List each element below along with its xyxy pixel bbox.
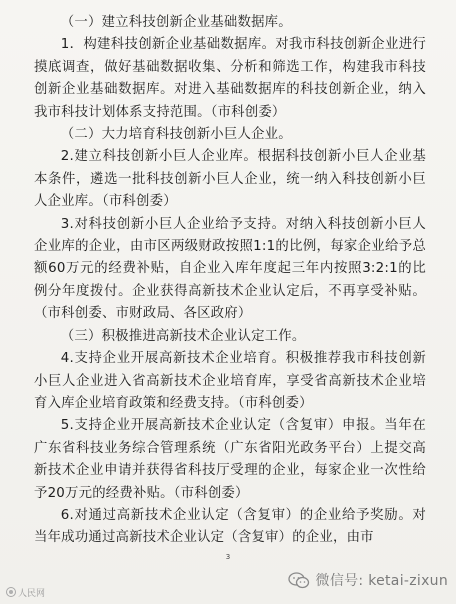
section-heading-3: （三）积极推进高新技术企业认定工作。 <box>60 328 306 344</box>
watermark-right-text: 微信号: ketai-zixun <box>315 573 448 589</box>
section-heading-1: （一）建立科技创新企业基础数据库。 <box>60 15 292 30</box>
paragraph-3: 3.对科技创新小巨人企业给予支持。对纳入科技创新小巨人企业库的企业，由市区两级财政按照1:1的比例，每家企业给予总额60万元的经费补贴，自企业入库年度起三年内按照3:2:1的比例分年度拨付。企业获得高新技术企业认定后，不再享受补贴。（市科创委、市财政局、各区政府） <box>34 216 426 322</box>
people-logo-icon <box>6 587 16 597</box>
paragraph-6: 6.对通过高新技术企业认定（含复审）的企业给予奖励。对当年成功通过高新技术企业认定（含复审）的企业，由市 <box>34 507 426 546</box>
watermark-left <box>6 585 45 599</box>
paragraph-4: 4.支持企业开展高新技术企业培育。积极推荐我市科技创新小巨人企业进入省高新技术企业培育库，享受省高新技术企业培育入库企业培育政策和经费支持。（市科创委） <box>34 351 426 411</box>
wechat-icon <box>288 572 310 589</box>
paragraph-1: 1．构建科技创新企业基础数据库。对我市科技创新企业进行摸底调查，做好基础数据收集、分析和筛选工作，构建我市科技创新企业基础数据库。对进入基础数据库的科技创新企业，纳入我市科技计划体系支持范围。（市科创委） <box>34 37 426 120</box>
paragraph-2: 2.建立科技创新小巨人企业库。根据科技创新小巨人企业基本条件，遴选一批科技创新小巨人企业，统一纳入科技创新小巨人企业库。（市科创委） <box>34 149 426 210</box>
body-text <box>34 12 426 550</box>
section-heading-2: （二）大力培育科技创新小巨人企业。 <box>60 127 292 143</box>
watermark-right <box>288 570 448 590</box>
watermark-left-text: 人民网 <box>18 588 46 599</box>
page-number: 3 <box>225 553 231 561</box>
paragraph-5: 5.支持企业开展高新技术企业认定（含复审）申报。当年在广东省科技业务综合管理系统（广东省阳光政务平台）上提交高新技术企业申请并获得省科技厅受理的企业，每家企业一次性给予20万元的经费补贴。（市科创委） <box>34 418 426 501</box>
